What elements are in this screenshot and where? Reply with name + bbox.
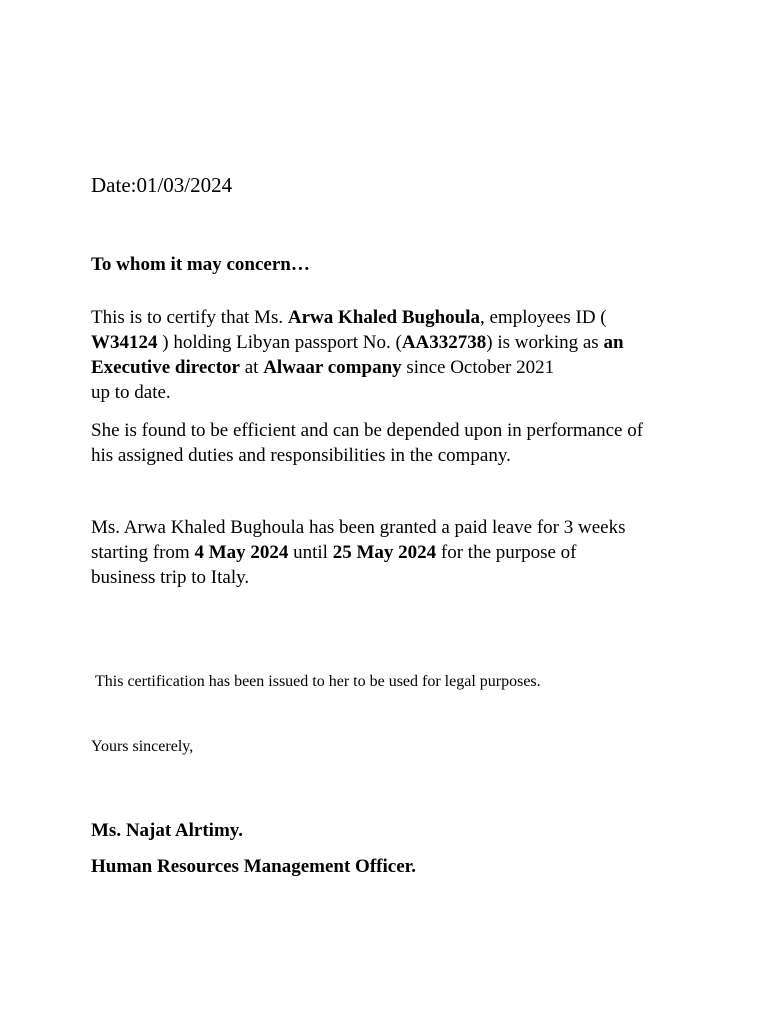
text-segment: starting from (91, 542, 195, 563)
text-segment: until (288, 542, 333, 563)
text-segment: This is to certify that Ms. (91, 307, 288, 328)
paragraph1-line4: up to date. (91, 382, 171, 403)
paragraph2-line1: She is found to be efficient and can be depended upon in performance of (91, 420, 644, 441)
employee-name: Arwa Khaled Bughoula (287, 307, 480, 328)
signer-name: Ms. Najat Alrtimy. (91, 820, 243, 841)
position-part2: Executive director (91, 357, 240, 378)
performance-paragraph (91, 418, 691, 468)
text-segment: at (239, 357, 264, 378)
text-segment: since October 2021 (401, 357, 555, 378)
text-segment: ) is working as (486, 332, 604, 353)
text-segment: ) holding Libyan passport No. ( (157, 332, 402, 353)
closing: Yours sincerely, (91, 738, 194, 755)
paragraph3-line1: Ms. Arwa Khaled Bughoula has been granted a paid leave for 3 weeks (91, 517, 626, 538)
paragraph1-line2 (91, 330, 691, 355)
certification-statement: This certification has been issued to her to be used for legal purposes. (95, 673, 541, 690)
certification-paragraph (91, 305, 691, 405)
paragraph1-line3 (91, 355, 691, 380)
paragraph3-line3: business trip to Italy. (91, 567, 250, 588)
text-segment: for the purpose of (436, 542, 577, 563)
paragraph1-line1 (91, 305, 691, 330)
passport-number: AA332738 (401, 332, 487, 353)
company-name: Alwaar company (263, 357, 402, 378)
leave-end-date: 25 May 2024 (332, 542, 437, 563)
signer-title: Human Resources Management Officer. (91, 856, 417, 877)
letter-date: Date:01/03/2024 (91, 173, 233, 197)
leave-start-date: 4 May 2024 (194, 542, 289, 563)
paragraph3-line2 (91, 540, 691, 565)
employee-id: W34124 (91, 332, 158, 353)
paragraph2-line2: his assigned duties and responsibilities in the company. (91, 445, 511, 466)
position-part1: an (603, 332, 624, 353)
text-segment: , employees ID ( (480, 307, 607, 328)
leave-paragraph (91, 515, 691, 590)
salutation: To whom it may concern… (91, 254, 310, 275)
